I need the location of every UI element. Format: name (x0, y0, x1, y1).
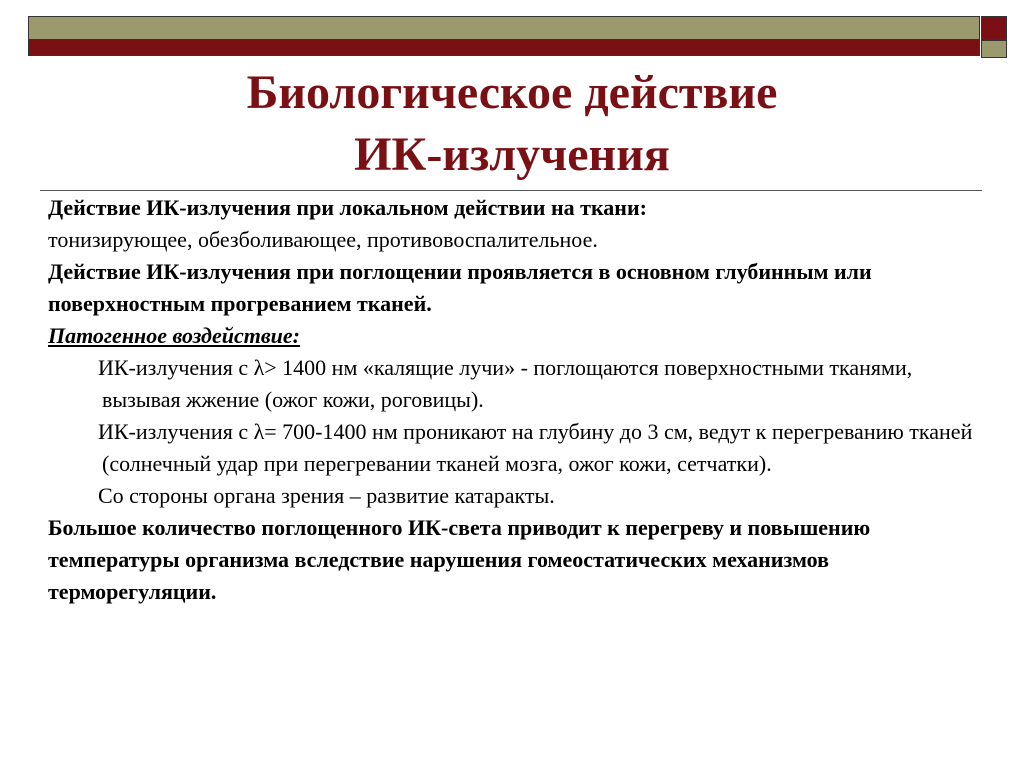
slide-title (0, 62, 1024, 186)
heading-pathogenic: Патогенное воздействие: (48, 323, 301, 348)
title-line-1: Биологическое действие (246, 66, 778, 119)
paragraph-local-action: Действие ИК-излучения при локальном действии на ткани: (48, 195, 647, 220)
item-short-wave: ИК-излучения с λ= 700-1400 нм проникают на глубину до 3 см, ведут к перегреванию тканей (солнечный удар при перегревании тканей мозга, ожог кожи, сетчатки). (98, 419, 973, 476)
paragraph-overheating: Большое количество поглощенного ИК-света приводит к перегреву и повышению температуры организма вследствие нарушения гомеостатических механизмов терморегуляции. (48, 515, 871, 604)
item-long-wave: ИК-излучения с λ> 1400 нм «калящие лучи» - поглощаются поверхностными тканями, вызывая жжение (ожог кожи, роговицы). (98, 355, 913, 412)
header-bar-olive (28, 16, 980, 40)
paragraph-local-effects: тонизирующее, обезболивающее, противовоспалительное. (48, 227, 598, 252)
item-cataract: Со стороны органа зрения – развитие катаракты. (98, 483, 555, 508)
corner-square-olive (981, 40, 1007, 58)
corner-square-red (981, 16, 1007, 40)
paragraph-absorption: Действие ИК-излучения при поглощении проявляется в основном глубинным или поверхностным прогреванием тканей. (48, 259, 872, 316)
title-line-2: ИК-излучения (354, 128, 670, 181)
header-bar-red (28, 39, 980, 56)
slide-body (48, 192, 988, 608)
title-divider (40, 190, 982, 191)
